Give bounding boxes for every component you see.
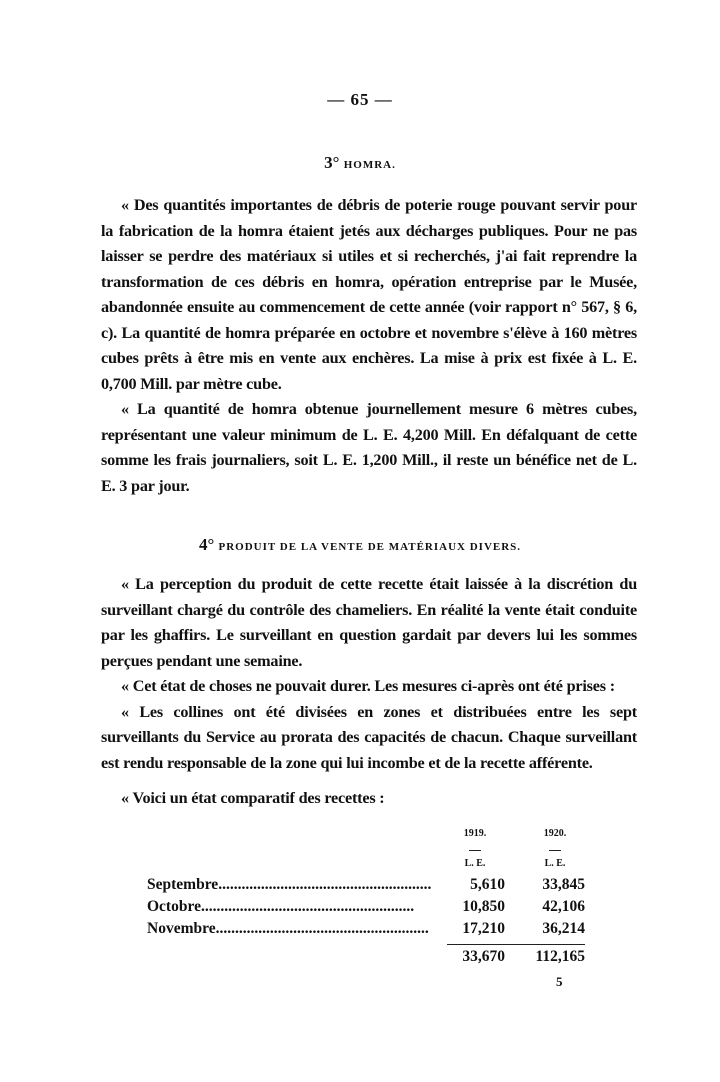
total-rule	[447, 944, 585, 945]
paragraph: « Des quantités importantes de débris de poterie rouge pouvant servir pour la fabrication de la homra étaient jetés aux décharges publiques. Pour ne pas laisser se perdre des matériaux si utiles et si recherchés, j'ai fait reprendre la transformation de ces débris en homra, opération entreprise par le Musée, abandonnée ensuite au commencement de cette année (voir rapport n° 567, § 6, c). La quantité de homra préparée en octobre et novembre s'élève à 160 mètres cubes prêts à être mis en vente aux enchères. La mise à prix est fixée à L. E. 0,700 Mill. par mètre cube.	[101, 196, 637, 393]
total-row	[147, 948, 587, 970]
section-3-heading	[0, 153, 720, 173]
column-header-1920: 1920.	[543, 828, 567, 839]
paragraph: « La quantité de homra obtenue journellement mesure 6 mètres cubes, représentant une valeur minimum de L. E. 4,200 Mill. En défalquant de cette somme les frais journaliers, soit L. E. 1,200 Mill., il reste un bénéfice net de L. E. 3 par jour.	[101, 400, 637, 495]
value-1919: 10,850	[462, 898, 505, 915]
section-3-body	[101, 193, 637, 499]
header-dash	[469, 850, 481, 851]
section-3-number: 3°	[324, 153, 340, 172]
dot-leader: Septembre.......................................................	[147, 876, 432, 893]
value-1919: 17,210	[462, 920, 505, 937]
column-header-1919: 1919.	[463, 828, 487, 839]
section-4-title: PRODUIT DE LA VENTE DE MATÉRIAUX DIVERS.	[218, 541, 522, 553]
dot-leader: Octobre.......................................................	[147, 898, 415, 915]
section-4-body	[101, 572, 637, 812]
section-4-number: 4°	[198, 535, 215, 554]
signature-mark: 5	[556, 974, 563, 989]
paragraph: « Voici un état comparatif des recettes :	[121, 789, 385, 807]
section-4-heading	[0, 535, 720, 555]
value-1919: 5,610	[470, 876, 505, 893]
value-1920: 33,845	[542, 876, 585, 893]
total-1919: 33,670	[462, 948, 505, 965]
unit-1920: L. E.	[544, 858, 566, 869]
table-row	[147, 876, 587, 898]
dot-leader: Novembre.......................................................	[147, 920, 429, 937]
table-row	[147, 898, 587, 920]
value-1920: 36,214	[542, 920, 585, 937]
paragraph: « Les collines ont été divisées en zones et distribuées entre les sept surveillants du Service au prorata des capacités de chacun. Chaque surveillant est rendu responsable de la zone qui lui incombe et de la recette afférente.	[101, 702, 637, 772]
total-1920: 112,165	[535, 948, 585, 965]
value-1920: 42,106	[542, 898, 585, 915]
header-dash	[549, 850, 561, 851]
page-number: — 65 —	[327, 90, 393, 109]
section-3-title: HOMRA.	[343, 159, 396, 171]
unit-1919: L. E.	[464, 858, 486, 869]
table-row	[147, 920, 587, 942]
paragraph: « Cet état de choses ne pouvait durer. Les mesures ci-après ont été prises :	[121, 677, 615, 695]
paragraph: « La perception du produit de cette recette était laissée à la discrétion du surveillant chargé du contrôle des chameliers. En réalité la vente était conduite par les ghaffirs. Le surveillant en question gardait par devers lui les sommes perçues pendant une semaine.	[101, 575, 637, 670]
